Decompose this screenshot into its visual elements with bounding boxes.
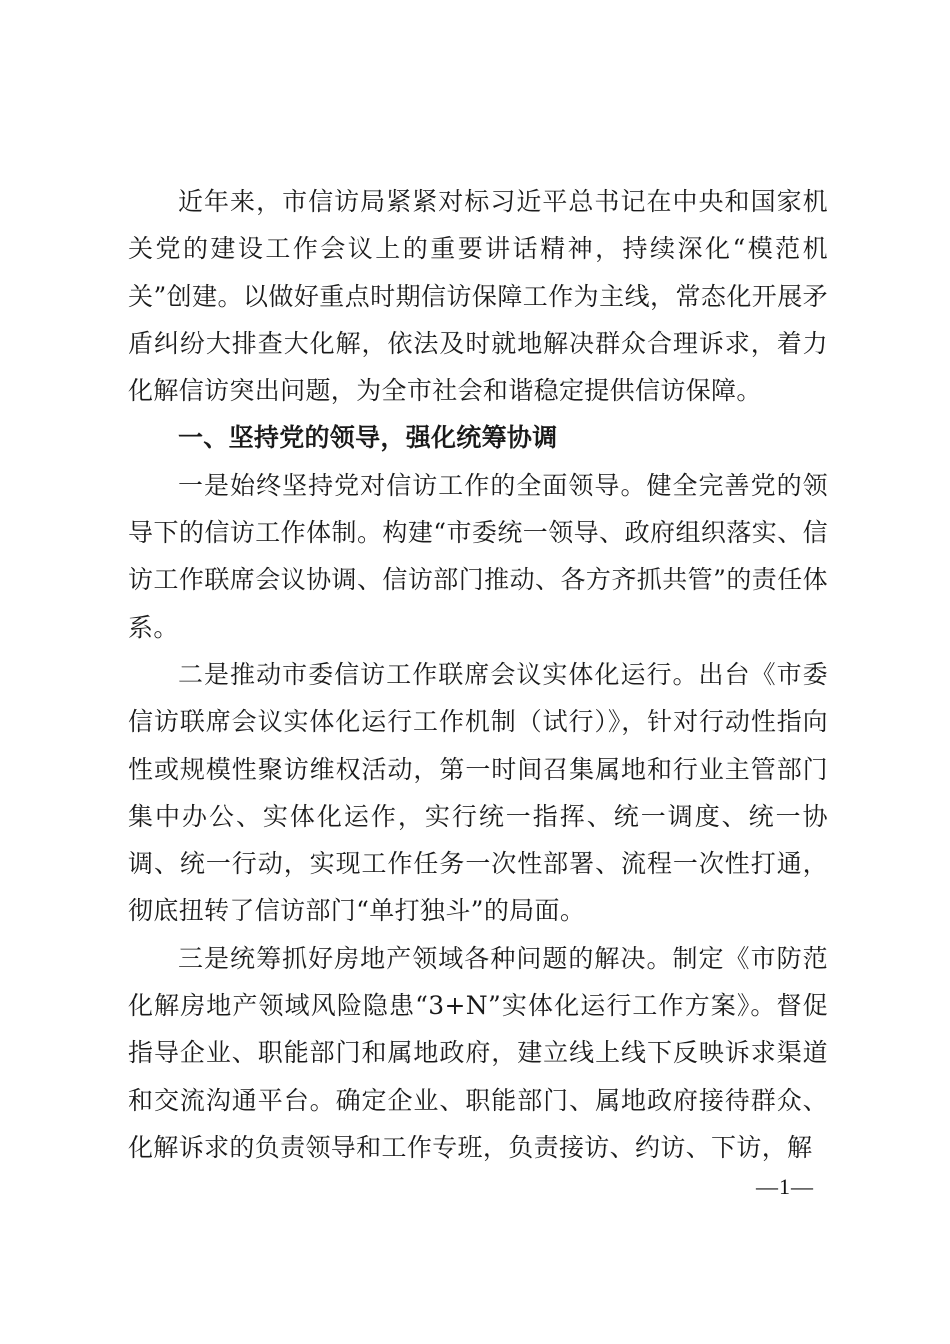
document-body — [128, 178, 828, 1171]
intro-paragraph: 近年来，市信访局紧紧对标习近平总书记在中央和国家机关党的建设工作会议上的重要讲话精神，持续深化“模范机关”创建。以做好重点时期信访保障工作为主线，常态化开展矛盾纠纷大排查大化解，依法及时就地解决群众合理诉求，着力化解信访突出问题，为全市社会和谐稳定提供信访保障。 — [128, 187, 828, 406]
paragraph-point-two: 二是推动市委信访工作联席会议实体化运行。出台《市委信访联席会议实体化运行工作机制（试行）》，针对行动性指向性或规模性聚访维权活动，第一时间召集属地和行业主管部门集中办公、实体化运作，实行统一指挥、统一调度、统一协调、统一行动，实现工作任务一次性部署、流程一次性打通，彻底扭转了信访部门“单打独斗”的局面。 — [128, 659, 828, 926]
section-heading-1: 一、坚持党的领导，强化统筹协调 — [178, 423, 558, 453]
page-number: —1— — [756, 1174, 814, 1199]
paragraph-point-three: 三是统筹抓好房地产领域各种问题的解决。制定《市防范化解房地产领域风险隐患“3+N”实体化运行工作方案》。督促指导企业、职能部门和属地政府，建立线上线下反映诉求渠道和交流沟通平台。确定企业、职能部门、属地政府接待群众、化解诉求的负责领导和工作专班，负责接访、约访、下访，解 — [128, 943, 828, 1162]
paragraph-point-one: 一是始终坚持党对信访工作的全面领导。健全完善党的领导下的信访工作体制。构建“市委统一领导、政府组织落实、信访工作联席会议协调、信访部门推动、各方齐抓共管”的责任体系。 — [128, 470, 828, 642]
